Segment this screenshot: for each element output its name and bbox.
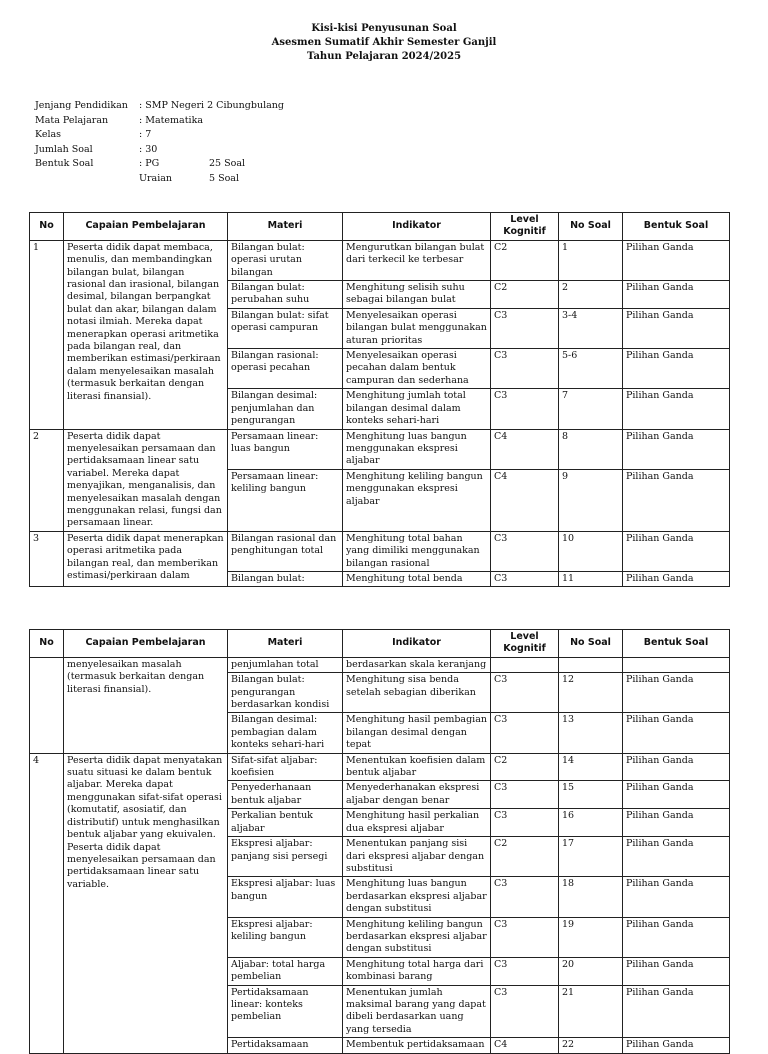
cell-indikator: Menghitung total harga dari kombinasi barang (343, 957, 491, 985)
cell-materi: Bilangan rasional dan penghitungan total (228, 531, 343, 571)
title-line-1: Kisi-kisi Penyusunan Soal (311, 23, 457, 34)
cell-nosoal: 3-4 (559, 308, 623, 348)
info-value: Uraian (139, 172, 173, 184)
table-row (30, 429, 730, 469)
cell-materi: Bilangan bulat: operasi urutan bilangan (228, 240, 343, 280)
kisi-kisi-table-1 (29, 212, 730, 587)
cell-level: C3 (491, 917, 559, 957)
cell-cp: Peserta didik dapat menerapkan operasi aritmetika pada bilangan real, dan memberikan estimasi/perkiraan dalam (64, 531, 228, 587)
cell-materi: Bilangan bulat: (228, 571, 343, 586)
cell-bentuk: Pilihan Ganda (623, 308, 730, 348)
cell-materi: Aljabar: total harga pembelian (228, 957, 343, 985)
cell-nosoal: 13 (559, 713, 623, 753)
cell-materi: Penyederhanaan bentuk aljabar (228, 781, 343, 809)
cell-indikator: berdasarkan skala keranjang (343, 657, 491, 672)
cell-no: 2 (30, 429, 64, 531)
cell-indikator: Mengurutkan bilangan bulat dari terkecil ke terbesar (343, 240, 491, 280)
document-info (35, 100, 329, 187)
cell-nosoal: 7 (559, 389, 623, 429)
cell-materi: Ekspresi aljabar: panjang sisi persegi (228, 837, 343, 877)
header-level: Level Kognitif (491, 213, 559, 241)
cell-level: C3 (491, 389, 559, 429)
cell-nosoal: 14 (559, 753, 623, 781)
cell-bentuk: Pilihan Ganda (623, 917, 730, 957)
cell-level: C4 (491, 429, 559, 469)
cell-bentuk: Pilihan Ganda (623, 957, 730, 985)
cell-indikator: Menyelesaikan operasi bilangan bulat menggunakan aturan prioritas (343, 308, 491, 348)
cell-indikator: Menghitung luas bangun berdasarkan ekspresi aljabar dengan substitusi (343, 877, 491, 917)
table-row (30, 657, 730, 672)
kisi-kisi-table-2 (29, 629, 730, 1054)
info-row-jenjang (35, 100, 329, 115)
cell-indikator: Menghitung total benda (343, 571, 491, 586)
info-row-bentuk-2 (35, 173, 329, 188)
cell-nosoal: 18 (559, 877, 623, 917)
cell-nosoal: 15 (559, 781, 623, 809)
cell-no: 1 (30, 240, 64, 429)
info-value: : PG (139, 158, 160, 169)
cell-bentuk: Pilihan Ganda (623, 281, 730, 309)
info-value: : 7 (139, 129, 152, 140)
cell-bentuk (623, 657, 730, 672)
info-extra: 25 Soal (209, 158, 246, 169)
cell-nosoal: 19 (559, 917, 623, 957)
cell-nosoal: 17 (559, 837, 623, 877)
info-label: Jumlah Soal (35, 143, 93, 155)
document-title (0, 22, 768, 64)
header-level: Level Kognitif (491, 630, 559, 658)
cell-level: C4 (491, 1038, 559, 1053)
cell-bentuk: Pilihan Ganda (623, 1038, 730, 1053)
header-indikator: Indikator (343, 630, 491, 658)
cell-indikator: Menghitung keliling bangun berdasarkan ekspresi aljabar dengan substitusi (343, 917, 491, 957)
info-value: : SMP Negeri 2 Cibungbulang (139, 100, 284, 111)
info-row-jumlah (35, 144, 329, 159)
cell-level: C4 (491, 469, 559, 531)
cell-materi: Persamaan linear: keliling bangun (228, 469, 343, 531)
cell-level (491, 657, 559, 672)
cell-indikator: Membentuk pertidaksamaan (343, 1038, 491, 1053)
cell-nosoal: 5-6 (559, 349, 623, 389)
cell-nosoal: 20 (559, 957, 623, 985)
cell-level: C3 (491, 531, 559, 571)
cell-nosoal: 10 (559, 531, 623, 571)
cell-level: C3 (491, 781, 559, 809)
cell-materi: Bilangan bulat: perubahan suhu (228, 281, 343, 309)
header-cp: Capaian Pembelajaran (64, 213, 228, 241)
info-row-mapel (35, 115, 329, 130)
cell-bentuk: Pilihan Ganda (623, 781, 730, 809)
cell-indikator: Menghitung hasil perkalian dua ekspresi aljabar (343, 809, 491, 837)
cell-bentuk: Pilihan Ganda (623, 673, 730, 713)
cell-level: C3 (491, 713, 559, 753)
info-row-bentuk (35, 158, 329, 173)
header-no: No (30, 213, 64, 241)
cell-cp: Peserta didik dapat menyelesaikan persamaan dan pertidaksamaan linear satu variabel. Mereka dapat menyajikan, menganalisis, dan menyelesaikan masalah dengan menggunakan relasi, fungsi dan persamaan linear. (64, 429, 228, 531)
cell-nosoal: 11 (559, 571, 623, 586)
cell-level: C2 (491, 837, 559, 877)
table-header-row (30, 630, 730, 658)
header-materi: Materi (228, 213, 343, 241)
header-no: No (30, 630, 64, 658)
cell-level: C3 (491, 349, 559, 389)
table-row (30, 531, 730, 571)
cell-level: C3 (491, 571, 559, 586)
table-header-row (30, 213, 730, 241)
info-row-kelas (35, 129, 329, 144)
cell-bentuk: Pilihan Ganda (623, 349, 730, 389)
cell-materi: Bilangan desimal: pembagian dalam konteks sehari-hari (228, 713, 343, 753)
cell-nosoal: 22 (559, 1038, 623, 1053)
cell-level: C3 (491, 957, 559, 985)
cell-materi: Bilangan desimal: penjumlahan dan pengurangan (228, 389, 343, 429)
cell-cp: Peserta didik dapat membaca, menulis, dan membandingkan bilangan bulat, bilangan rasional dan irasional, bilangan desimal, bilangan berpangkat bulat dan akar, bilangan dalam notasi ilmiah. Mereka dapat menerapkan operasi aritmetika pada bilangan real, dan memberikan estimasi/perkiraan dalam menyelesaikan masalah (termasuk berkaitan dengan literasi finansial). (64, 240, 228, 429)
table-row (30, 753, 730, 781)
cell-bentuk: Pilihan Ganda (623, 837, 730, 877)
cell-bentuk: Pilihan Ganda (623, 531, 730, 571)
cell-bentuk: Pilihan Ganda (623, 809, 730, 837)
cell-level: C3 (491, 877, 559, 917)
cell-indikator: Menentukan koefisien dalam bentuk aljabar (343, 753, 491, 781)
info-label: Bentuk Soal (35, 158, 94, 169)
cell-level: C3 (491, 985, 559, 1038)
header-nosoal: No Soal (559, 630, 623, 658)
cell-nosoal: 8 (559, 429, 623, 469)
cell-materi: Ekspresi aljabar: luas bangun (228, 877, 343, 917)
cell-indikator: Menghitung jumlah total bilangan desimal dalam konteks sehari-hari (343, 389, 491, 429)
cell-nosoal: 9 (559, 469, 623, 531)
cell-level: C2 (491, 240, 559, 280)
cell-indikator: Menghitung luas bangun menggunakan ekspresi aljabar (343, 429, 491, 469)
cell-nosoal: 21 (559, 985, 623, 1038)
cell-level: C3 (491, 809, 559, 837)
header-bentuk: Bentuk Soal (623, 630, 730, 658)
header-materi: Materi (228, 630, 343, 658)
cell-bentuk: Pilihan Ganda (623, 240, 730, 280)
cell-materi: Pertidaksamaan linear: konteks pembelian (228, 985, 343, 1038)
cell-cp: menyelesaikan masalah (termasuk berkaitan dengan literasi finansial). (64, 657, 228, 753)
cell-materi: Ekspresi aljabar: keliling bangun (228, 917, 343, 957)
table-row (30, 240, 730, 280)
cell-no: 3 (30, 531, 64, 587)
cell-no (30, 657, 64, 753)
info-label: Mata Pelajaran (35, 114, 109, 126)
title-line-3: Tahun Pelajaran 2024/2025 (306, 51, 462, 62)
header-indikator: Indikator (343, 213, 491, 241)
cell-materi: Pertidaksamaan (228, 1038, 343, 1053)
cell-level: C2 (491, 753, 559, 781)
cell-nosoal: 16 (559, 809, 623, 837)
cell-nosoal: 1 (559, 240, 623, 280)
info-label: Kelas (35, 129, 62, 140)
cell-indikator: Menyelesaikan operasi pecahan dalam bentuk campuran dan sederhana (343, 349, 491, 389)
cell-bentuk: Pilihan Ganda (623, 877, 730, 917)
cell-indikator: Menghitung keliling bangun menggunakan ekspresi aljabar (343, 469, 491, 531)
cell-materi: Sifat-sifat aljabar: koefisien (228, 753, 343, 781)
cell-bentuk: Pilihan Ganda (623, 469, 730, 531)
cell-indikator: Menghitung hasil pembagian bilangan desimal dengan tepat (343, 713, 491, 753)
cell-indikator: Menyederhanakan ekspresi aljabar dengan benar (343, 781, 491, 809)
info-label: Jenjang Pendidikan (35, 100, 128, 111)
info-value: : 30 (139, 143, 158, 155)
header-bentuk: Bentuk Soal (623, 213, 730, 241)
cell-materi: Persamaan linear: luas bangun (228, 429, 343, 469)
cell-indikator: Menentukan jumlah maksimal barang yang dapat dibeli berdasarkan uang yang tersedia (343, 985, 491, 1038)
cell-bentuk: Pilihan Ganda (623, 985, 730, 1038)
info-extra: 5 Soal (209, 172, 239, 184)
cell-level: C3 (491, 673, 559, 713)
cell-indikator: Menghitung selisih suhu sebagai bilangan bulat (343, 281, 491, 309)
cell-cp: Peserta didik dapat menyatakan suatu situasi ke dalam bentuk aljabar. Mereka dapat menggunakan sifat-sifat operasi (komutatif, asosiatif, dan distributif) untuk menghasilkan bentuk aljabar yang ekuivalen. Peserta didik dapat menyelesaikan persamaan dan pertidaksamaan linear satu variable. (64, 753, 228, 1053)
cell-indikator: Menentukan panjang sisi dari ekspresi aljabar dengan substitusi (343, 837, 491, 877)
cell-materi: Bilangan rasional: operasi pecahan (228, 349, 343, 389)
cell-bentuk: Pilihan Ganda (623, 389, 730, 429)
cell-materi: Bilangan bulat: sifat operasi campuran (228, 308, 343, 348)
cell-no: 4 (30, 753, 64, 1053)
cell-bentuk: Pilihan Ganda (623, 753, 730, 781)
cell-nosoal (559, 657, 623, 672)
cell-nosoal: 2 (559, 281, 623, 309)
title-line-2: Asesmen Sumatif Akhir Semester Ganjil (271, 37, 497, 48)
info-label-empty (35, 173, 139, 188)
cell-level: C3 (491, 308, 559, 348)
cell-bentuk: Pilihan Ganda (623, 571, 730, 586)
cell-materi: Perkalian bentuk aljabar (228, 809, 343, 837)
cell-bentuk: Pilihan Ganda (623, 429, 730, 469)
cell-bentuk: Pilihan Ganda (623, 713, 730, 753)
cell-indikator: Menghitung sisa benda setelah sebagian diberikan (343, 673, 491, 713)
header-nosoal: No Soal (559, 213, 623, 241)
cell-materi: penjumlahan total (228, 657, 343, 672)
cell-materi: Bilangan bulat: pengurangan berdasarkan kondisi (228, 673, 343, 713)
cell-level: C2 (491, 281, 559, 309)
cell-nosoal: 12 (559, 673, 623, 713)
header-cp: Capaian Pembelajaran (64, 630, 228, 658)
cell-indikator: Menghitung total bahan yang dimiliki menggunakan bilangan rasional (343, 531, 491, 571)
info-value: : Matematika (139, 114, 203, 126)
